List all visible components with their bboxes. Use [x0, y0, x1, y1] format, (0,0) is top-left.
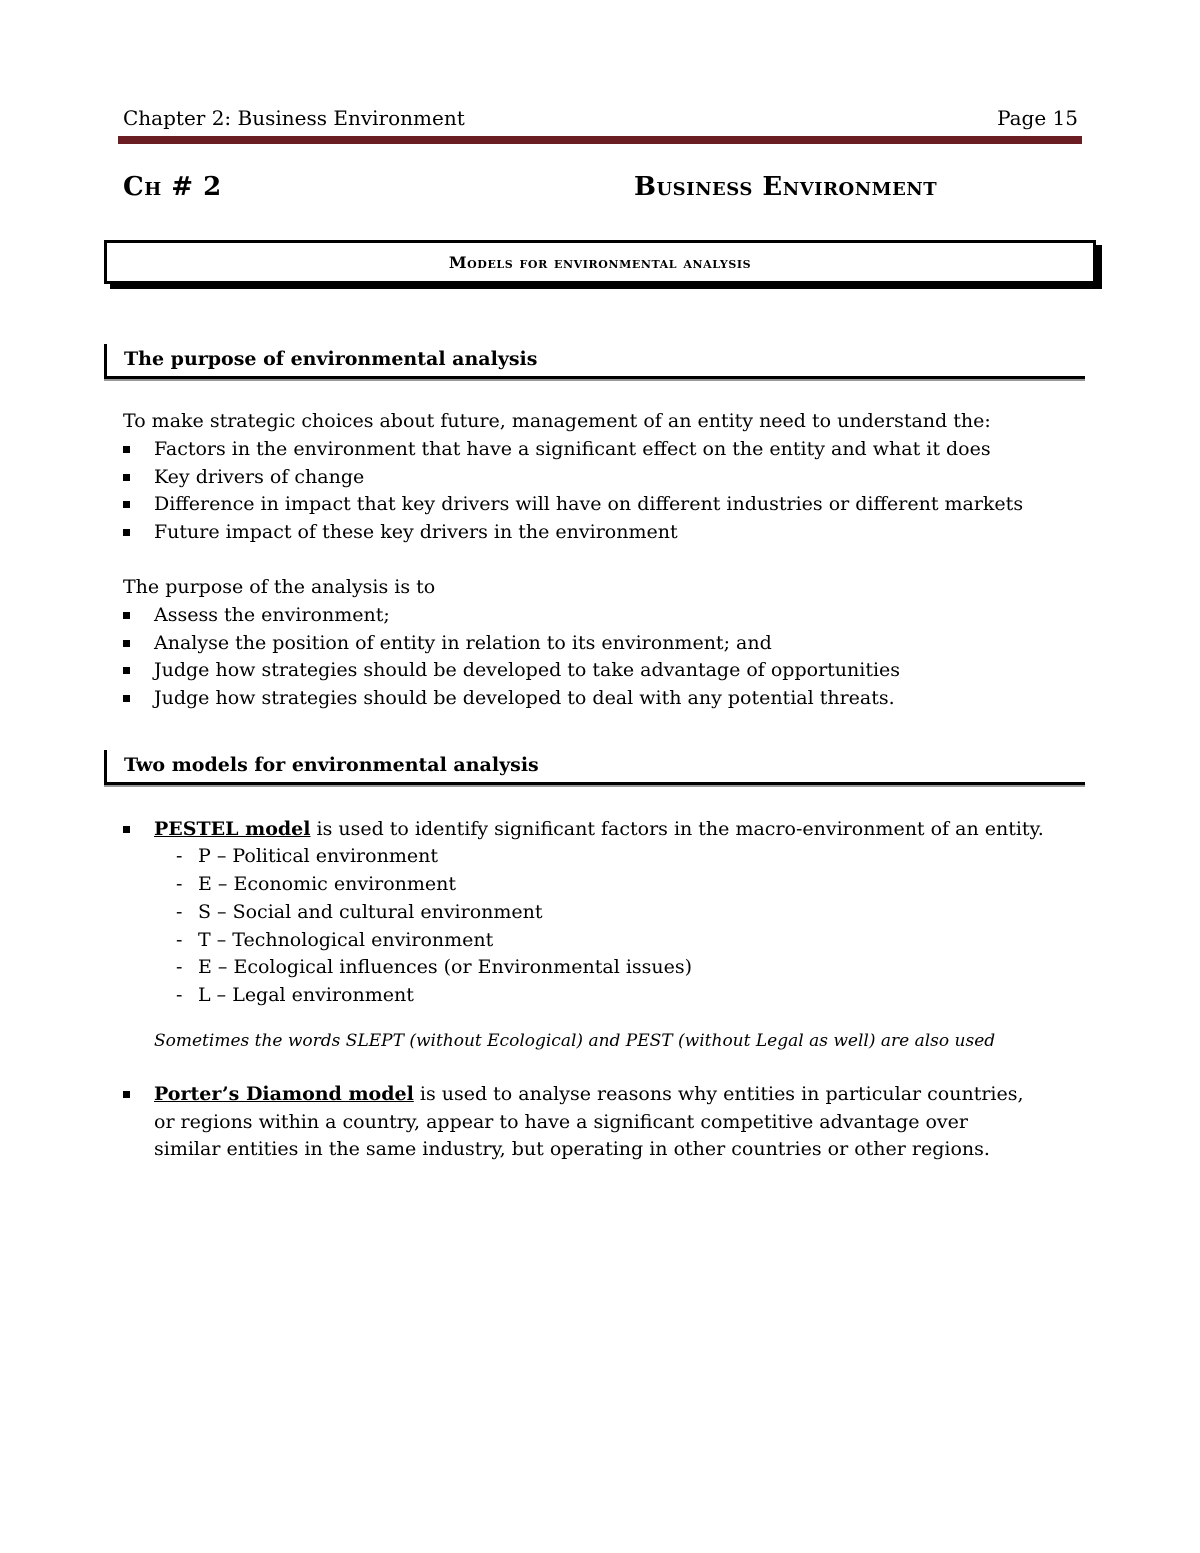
topic-banner [104, 240, 1096, 284]
dash-marker: - [176, 929, 183, 951]
header-rule [118, 136, 1082, 144]
bullet-icon [123, 446, 130, 453]
bullet-icon [123, 474, 130, 481]
bullet-icon [123, 640, 130, 647]
document-page: Chapter 2: Business Environment Page 15 Ch # 2 Business Environment Models for environmental analysis The purpose of environmental analysis To make strategic choices about future, management of an entity need to understand the: Factors in the environment that have a significant effect on the entity and what it does Key drivers of change Difference in impact that key drivers will have on different industries or different markets Future impact of these key drivers in the environment The purpose of the analysis is to Assess the environment; Analyse the position of entity in relation to its environment; and Judge how strategies should be developed to take advantage of opportunities Judge how strategies should be developed to deal with any potential threats. Two models for environmental analysis PESTEL model is used to identify significant factors in the macro-environment of an entity. - P – Political environment - E – Economic environment - S – Social and cultural environment - T – Technological environment - E – Ecological influences (or Environmental issues) - L – Legal environment Sometimes the words SLEPT (without Ecological) and PEST (without Legal as well) are also used Porter’s Diamond model is used to analyse reasons why entities in particular countries, or regions within a country, appear to have a significant competitive advantage over similar entities in the same industry, but operating in other countries or other regions. [0, 0, 1200, 1553]
chapter-number: Ch # 2 [123, 172, 222, 202]
dash-marker: - [176, 984, 183, 1006]
section-heading-text: The purpose of environmental analysis [124, 348, 538, 370]
pestel-description: is used to identify significant factors in the macro-environment of an entity. [310, 818, 1044, 840]
bullet-icon [123, 529, 130, 536]
section-heading-text: Two models for environmental analysis [124, 754, 539, 776]
header-page-number: Page 15 [997, 106, 1078, 130]
section-heading-models [104, 750, 1085, 785]
dash-marker: - [176, 873, 183, 895]
running-header [123, 104, 1078, 134]
porter-description-line: similar entities in the same industry, but operating in other countries or other regions. [154, 1138, 990, 1160]
bullet-icon [123, 612, 130, 619]
header-chapter: Chapter 2: Business Environment [123, 106, 465, 130]
porter-description-line: is used to analyse reasons why entities in particular countries, [413, 1083, 1024, 1105]
dash-marker: - [176, 845, 183, 867]
purpose-intro-text: To make strategic choices about future, management of an entity need to understand the: [123, 410, 991, 432]
chapter-name: Business Environment [634, 172, 938, 202]
bullet-icon [123, 667, 130, 674]
analysis-purpose-intro: The purpose of the analysis is to [123, 576, 436, 598]
dash-marker: - [176, 956, 183, 978]
pestel-model-term: PESTEL model [154, 818, 311, 840]
porter-description-line: or regions within a country, appear to have a significant competitive advantage over [154, 1111, 968, 1133]
porter-model-term: Porter’s Diamond model [154, 1083, 414, 1105]
pestel-note: Sometimes the words SLEPT (without Ecological) and PEST (without Legal as well) are also used [154, 1031, 996, 1051]
bullet-icon [123, 695, 130, 702]
bullet-icon [123, 501, 130, 508]
banner-title: Models for environmental analysis [448, 252, 752, 272]
bullet-icon [123, 826, 130, 833]
bullet-icon [123, 1091, 130, 1098]
dash-marker: - [176, 901, 183, 923]
section-heading-purpose [104, 344, 1085, 379]
